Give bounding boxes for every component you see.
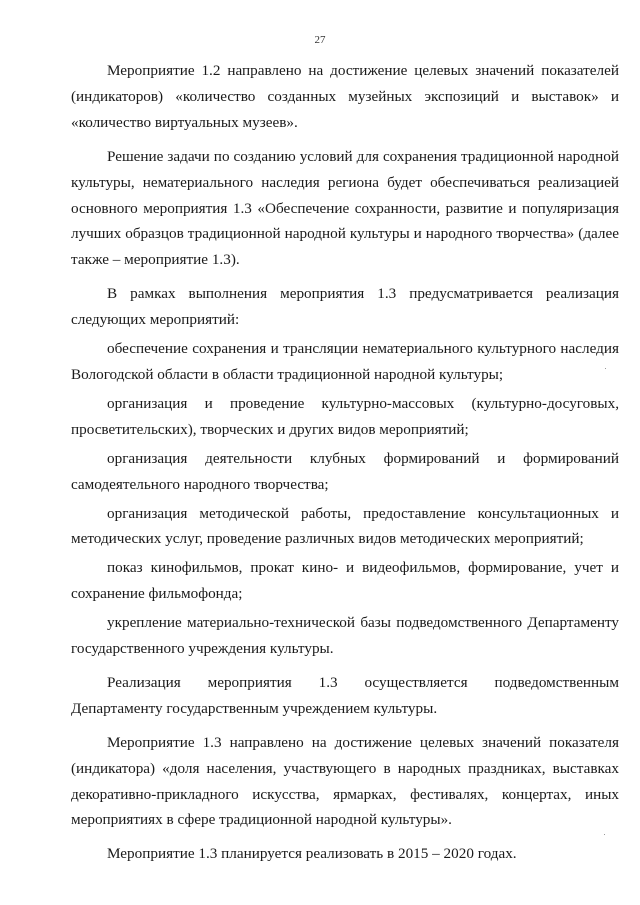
- list-item: организация деятельности клубных формирований и формирований самодеятельного народного творчества;: [71, 449, 619, 493]
- list-item: организация методической работы, предоставление консультационных и методических услуг, проведение различных видов методических мероприятий;: [71, 504, 619, 548]
- list-item: укрепление материально-технической базы подведомственного Департаменту государственного учреждения культуры.: [71, 614, 619, 658]
- list-item: организация и проведение культурно-массовых (культурно-досуговых, просветительских), творческих и других видов мероприятий;: [71, 394, 619, 438]
- paragraph: Мероприятие 1.3 направлено на достижение целевых значений показателя (индикатора) «доля населения, участвующего в народных праздниках, выставках декоративно-прикладного искусства, ярмарках, фестивалях, концертах, иных мероприятиях в сфере традиционной народной культуры».: [71, 733, 619, 829]
- paragraph: Реализация мероприятия 1.3 осуществляется подведомственным Департаменту государственным учреждением культуры.: [71, 673, 619, 717]
- paragraph: Решение задачи по созданию условий для сохранения традиционной народной культуры, нематериального наследия региона будет обеспечиваться реализацией основного мероприятия 1.3 «Обеспечение сохранности, развитие и популяризация лучших образцов традиционной народной культуры и народного творчества» (далее также – мероприятие 1.3).: [71, 147, 619, 269]
- scan-speck: [605, 368, 606, 369]
- list-item: показ кинофильмов, прокат кино- и видеофильмов, формирование, учет и сохранение фильмофонда;: [71, 559, 619, 603]
- page-number: 27: [314, 34, 326, 46]
- paragraph: В рамках выполнения мероприятия 1.3 предусматривается реализация следующих мероприятий:: [71, 285, 619, 329]
- scan-speck: [604, 834, 605, 835]
- list-item: обеспечение сохранения и трансляции нематериального культурного наследия Вологодской области в области традиционной народной культуры;: [71, 340, 619, 383]
- paragraph: Мероприятие 1.3 планируется реализовать в 2015 – 2020 годах.: [107, 845, 517, 863]
- document-body: [71, 58, 619, 875]
- paragraph: Мероприятие 1.2 направлено на достижение целевых значений показателей (индикаторов) «количество созданных музейных экспозиций и выставок» и «количество виртуальных музеев».: [71, 62, 619, 131]
